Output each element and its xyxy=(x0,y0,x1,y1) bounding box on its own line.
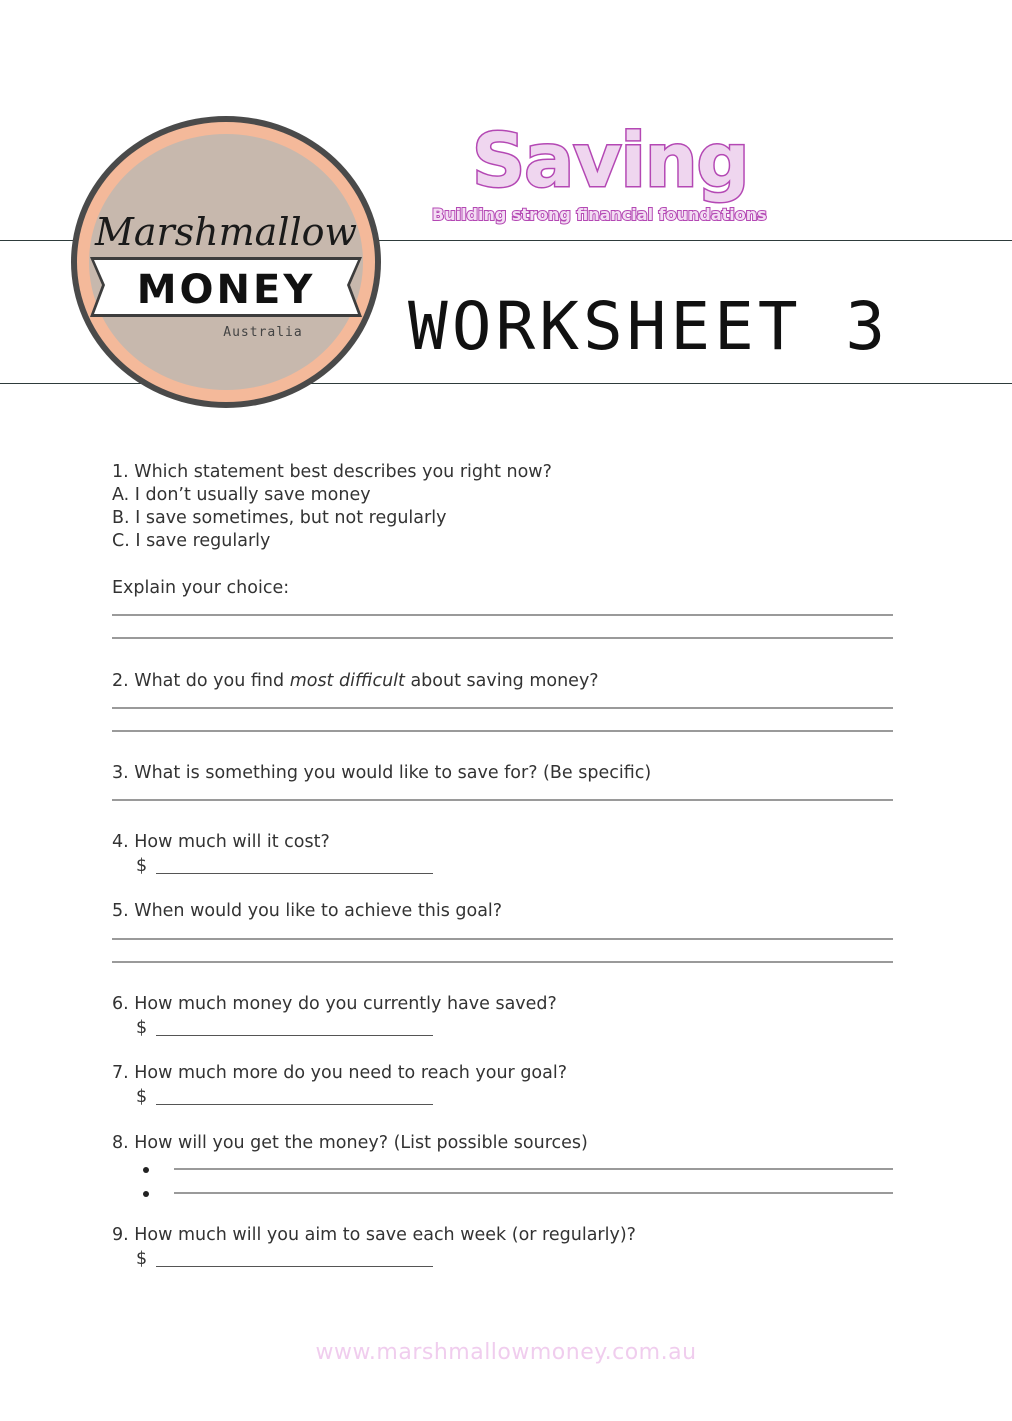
currency-symbol: $ xyxy=(136,1018,148,1038)
answer-line[interactable] xyxy=(174,1168,893,1170)
currency-symbol: $ xyxy=(136,856,148,876)
question-2-emphasis: most difficult xyxy=(289,671,405,691)
answer-line[interactable] xyxy=(112,637,893,639)
currency-symbol: $ xyxy=(136,1087,148,1107)
question-6: 6. How much money do you currently have saved? xyxy=(112,994,557,1014)
bullet-icon xyxy=(143,1191,149,1197)
question-2-text-end: about saving money? xyxy=(404,671,599,691)
question-4: 4. How much will it cost? xyxy=(112,832,330,852)
question-7: 7. How much more do you need to reach your goal? xyxy=(112,1063,568,1083)
question-9: 9. How much will you aim to save each week (or regularly)? xyxy=(112,1225,636,1245)
answer-line[interactable] xyxy=(112,614,893,616)
brand-subtitle: Building strong financial foundations xyxy=(432,205,767,224)
answer-line[interactable] xyxy=(112,961,893,963)
question-3: 3. What is something you would like to save for? (Be specific) xyxy=(112,763,652,783)
question-2-text-start: 2. What do you find xyxy=(112,671,290,691)
amount-line[interactable] xyxy=(156,1104,433,1105)
question-1: 1. Which statement best describes you right now? xyxy=(112,462,552,482)
question-8: 8. How will you get the money? (List possible sources) xyxy=(112,1133,588,1153)
logo-wordmark-money: MONEY xyxy=(136,267,316,313)
currency-symbol: $ xyxy=(136,1249,148,1269)
answer-line[interactable] xyxy=(112,730,893,732)
answer-line[interactable] xyxy=(112,799,893,801)
bullet-icon xyxy=(143,1167,149,1173)
answer-line[interactable] xyxy=(174,1192,893,1194)
question-1-option-b: B. I save sometimes, but not regularly xyxy=(112,508,447,528)
logo-country: Australia xyxy=(223,325,303,340)
question-2 xyxy=(112,670,599,693)
question-1-option-a: A. I don’t usually save money xyxy=(112,485,371,505)
explain-choice-label: Explain your choice: xyxy=(112,578,290,598)
answer-line[interactable] xyxy=(112,938,893,940)
worksheet-title: WORKSHEET 3 xyxy=(408,288,890,365)
question-5: 5. When would you like to achieve this goal? xyxy=(112,901,503,921)
amount-line[interactable] xyxy=(156,1035,433,1036)
logo-wordmark-script: Marshmallow xyxy=(94,210,358,254)
amount-line[interactable] xyxy=(156,1266,433,1267)
question-1-option-c: C. I save regularly xyxy=(112,531,271,551)
footer-url[interactable]: www.marshmallowmoney.com.au xyxy=(315,1340,697,1365)
marshmallow-money-logo xyxy=(68,113,384,411)
brand-title: Saving xyxy=(472,118,749,204)
answer-line[interactable] xyxy=(112,707,893,709)
amount-line[interactable] xyxy=(156,873,433,874)
